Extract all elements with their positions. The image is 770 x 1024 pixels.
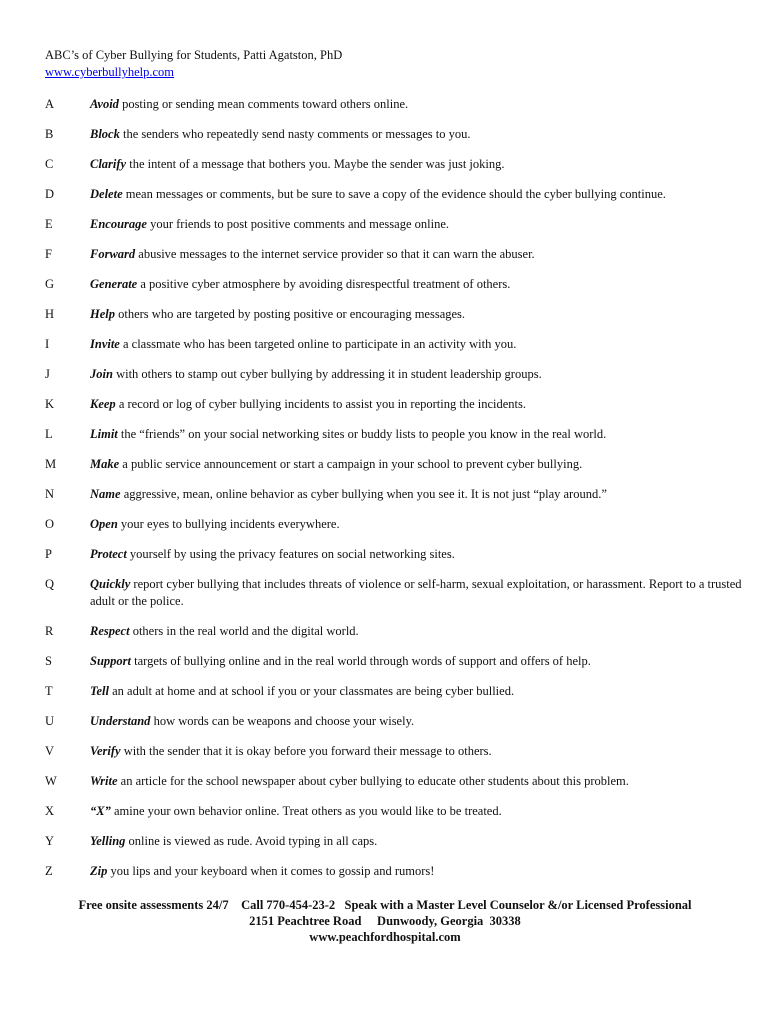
- entry-description: how words can be weapons and choose your wisely.: [150, 714, 415, 728]
- entry-description: your eyes to bullying incidents everywhere.: [117, 517, 340, 531]
- entry-letter: K: [45, 397, 55, 411]
- entry-text: [90, 833, 745, 850]
- entry-letter: O: [45, 517, 55, 531]
- entry-text: [90, 366, 745, 383]
- entry-letter: B: [45, 127, 54, 141]
- entry-description: posting or sending mean comments toward others online.: [118, 97, 409, 111]
- entry-keyword: Block: [90, 127, 120, 141]
- entry-description: others who are targeted by posting positive or encouraging messages.: [115, 307, 466, 321]
- entry-keyword: Verify: [90, 744, 121, 758]
- entry-text: [90, 216, 745, 233]
- entry-description: online is viewed as rude. Avoid typing in all caps.: [125, 834, 378, 848]
- entry-letter: D: [45, 187, 55, 201]
- entry-text: [90, 683, 745, 700]
- list-item: [45, 773, 745, 790]
- entry-text: [90, 743, 745, 760]
- entry-text: [90, 306, 745, 323]
- entry-keyword: Open: [90, 517, 118, 531]
- entry-letter: V: [45, 744, 55, 758]
- list-item: [45, 546, 745, 563]
- entry-keyword: Write: [90, 774, 118, 788]
- entry-keyword: Respect: [90, 624, 130, 638]
- entry-text: [90, 713, 745, 730]
- footer-line-address: 2151 Peachtree Road Dunwoody, Georgia 30338: [249, 914, 521, 928]
- entry-description: an article for the school newspaper about cyber bullying to educate other students about this problem.: [117, 774, 629, 788]
- entry-text: [90, 156, 745, 173]
- entry-description: the “friends” on your social networking sites or buddy lists to people you know in the real world.: [117, 427, 607, 441]
- entry-text: [90, 336, 745, 353]
- entry-description: you lips and your keyboard when it comes to gossip and rumors!: [107, 864, 435, 878]
- entry-description: aggressive, mean, online behavior as cyber bullying when you see it. It is not just “play around.”: [120, 487, 607, 501]
- entry-keyword: Zip: [90, 864, 108, 878]
- entry-text: [90, 486, 745, 503]
- entry-text: [90, 186, 745, 203]
- list-item: [45, 396, 745, 413]
- entry-text: [90, 96, 745, 113]
- entry-keyword: Protect: [90, 547, 127, 561]
- entry-description: with others to stamp out cyber bullying by addressing it in student leadership groups.: [112, 367, 542, 381]
- list-item: [45, 713, 745, 730]
- entry-letter: N: [45, 487, 55, 501]
- footer-line-assessments: Free onsite assessments 24/7 Call 770-454-23-2 Speak with a Master Level Counselor &/or Licensed Professional: [78, 898, 692, 912]
- list-item: [45, 576, 745, 610]
- entry-description: a classmate who has been targeted online to participate in an activity with you.: [119, 337, 517, 351]
- entry-letter: Y: [45, 834, 55, 848]
- entry-keyword: Help: [90, 307, 115, 321]
- entry-keyword: Understand: [90, 714, 151, 728]
- entry-letter: J: [45, 367, 50, 381]
- list-item: [45, 96, 745, 113]
- entry-description: an adult at home and at school if you or your classmates are being cyber bullied.: [108, 684, 515, 698]
- entry-keyword: Keep: [90, 397, 116, 411]
- entry-description: report cyber bullying that includes threats of violence or self-harm, sexual exploitation, or harassment. Report to a trusted adult or the police.: [90, 577, 742, 608]
- entry-text: [90, 863, 745, 880]
- list-item: [45, 653, 745, 670]
- entry-text: [90, 803, 745, 820]
- entry-description: a positive cyber atmosphere by avoiding disrespectful treatment of others.: [137, 277, 511, 291]
- list-item: [45, 336, 745, 353]
- entry-letter: Q: [45, 577, 55, 591]
- list-item: [45, 623, 745, 640]
- entry-letter: W: [45, 774, 57, 788]
- list-item: [45, 833, 745, 850]
- abc-list: [45, 96, 745, 893]
- entry-keyword: Quickly: [90, 577, 131, 591]
- entry-description: with the sender that it is okay before you forward their message to others.: [120, 744, 492, 758]
- entry-letter: I: [45, 337, 50, 351]
- entry-description: your friends to post positive comments and message online.: [146, 217, 449, 231]
- entry-letter: S: [45, 654, 52, 668]
- entry-text: [90, 126, 745, 143]
- list-item: [45, 486, 745, 503]
- entry-letter: U: [45, 714, 55, 728]
- entry-letter: L: [45, 427, 53, 441]
- entry-description: targets of bullying online and in the real world through words of support and offers of help.: [131, 654, 591, 668]
- entry-description: others in the real world and the digital world.: [129, 624, 359, 638]
- list-item: [45, 803, 745, 820]
- entry-description: a public service announcement or start a campaign in your school to prevent cyber bullying.: [119, 457, 583, 471]
- entry-keyword: Delete: [90, 187, 123, 201]
- entry-description: the senders who repeatedly send nasty comments or messages to you.: [119, 127, 471, 141]
- list-item: [45, 743, 745, 760]
- list-item: [45, 216, 745, 233]
- entry-description: mean messages or comments, but be sure to save a copy of the evidence should the cyber bullying continue.: [122, 187, 666, 201]
- entry-text: [90, 773, 745, 790]
- entry-letter: T: [45, 684, 53, 698]
- entry-description: the intent of a message that bothers you. Maybe the sender was just joking.: [126, 157, 505, 171]
- list-item: [45, 863, 745, 880]
- entry-text: [90, 276, 745, 293]
- footer-line-website: www.peachfordhospital.com: [309, 930, 461, 944]
- entry-letter: G: [45, 277, 55, 291]
- entry-keyword: Make: [90, 457, 120, 471]
- entry-letter: P: [45, 547, 52, 561]
- entry-text: [90, 576, 745, 610]
- footer: [0, 897, 770, 945]
- entry-text: [90, 396, 745, 413]
- entry-letter: X: [45, 804, 55, 818]
- entry-letter: R: [45, 624, 54, 638]
- document-header: [45, 47, 342, 81]
- entry-letter: H: [45, 307, 55, 321]
- entry-keyword: Clarify: [90, 157, 127, 171]
- entry-keyword: Support: [90, 654, 131, 668]
- document-title: ABC’s of Cyber Bullying for Students, Patti Agatston, PhD: [45, 48, 343, 62]
- entry-description: amine your own behavior online. Treat others as you would like to be treated.: [110, 804, 502, 818]
- entry-keyword: “X”: [90, 804, 111, 818]
- entry-keyword: Limit: [90, 427, 118, 441]
- entry-letter: M: [45, 457, 57, 471]
- entry-keyword: Forward: [90, 247, 136, 261]
- list-item: [45, 156, 745, 173]
- source-link[interactable]: www.cyberbullyhelp.com: [45, 65, 175, 79]
- entry-text: [90, 246, 745, 263]
- entry-text: [90, 546, 745, 563]
- entry-text: [90, 653, 745, 670]
- list-item: [45, 516, 745, 533]
- entry-letter: A: [45, 97, 55, 111]
- list-item: [45, 366, 745, 383]
- list-item: [45, 426, 745, 443]
- entry-keyword: Encourage: [90, 217, 147, 231]
- list-item: [45, 276, 745, 293]
- list-item: [45, 456, 745, 473]
- entry-text: [90, 456, 745, 473]
- entry-keyword: Name: [90, 487, 121, 501]
- list-item: [45, 246, 745, 263]
- entry-letter: Z: [45, 864, 53, 878]
- list-item: [45, 683, 745, 700]
- entry-keyword: Invite: [90, 337, 120, 351]
- entry-letter: C: [45, 157, 54, 171]
- entry-keyword: Tell: [90, 684, 109, 698]
- entry-letter: F: [45, 247, 52, 261]
- entry-keyword: Join: [90, 367, 113, 381]
- entry-description: a record or log of cyber bullying incidents to assist you in reporting the incidents.: [115, 397, 527, 411]
- entry-text: [90, 516, 745, 533]
- entry-text: [90, 623, 745, 640]
- entry-text: [90, 426, 745, 443]
- entry-letter: E: [45, 217, 53, 231]
- list-item: [45, 186, 745, 203]
- entry-description: abusive messages to the internet service provider so that it can warn the abuser.: [135, 247, 535, 261]
- entry-keyword: Avoid: [90, 97, 119, 111]
- entry-description: yourself by using the privacy features on social networking sites.: [126, 547, 455, 561]
- list-item: [45, 306, 745, 323]
- list-item: [45, 126, 745, 143]
- entry-keyword: Generate: [90, 277, 138, 291]
- entry-keyword: Yelling: [90, 834, 126, 848]
